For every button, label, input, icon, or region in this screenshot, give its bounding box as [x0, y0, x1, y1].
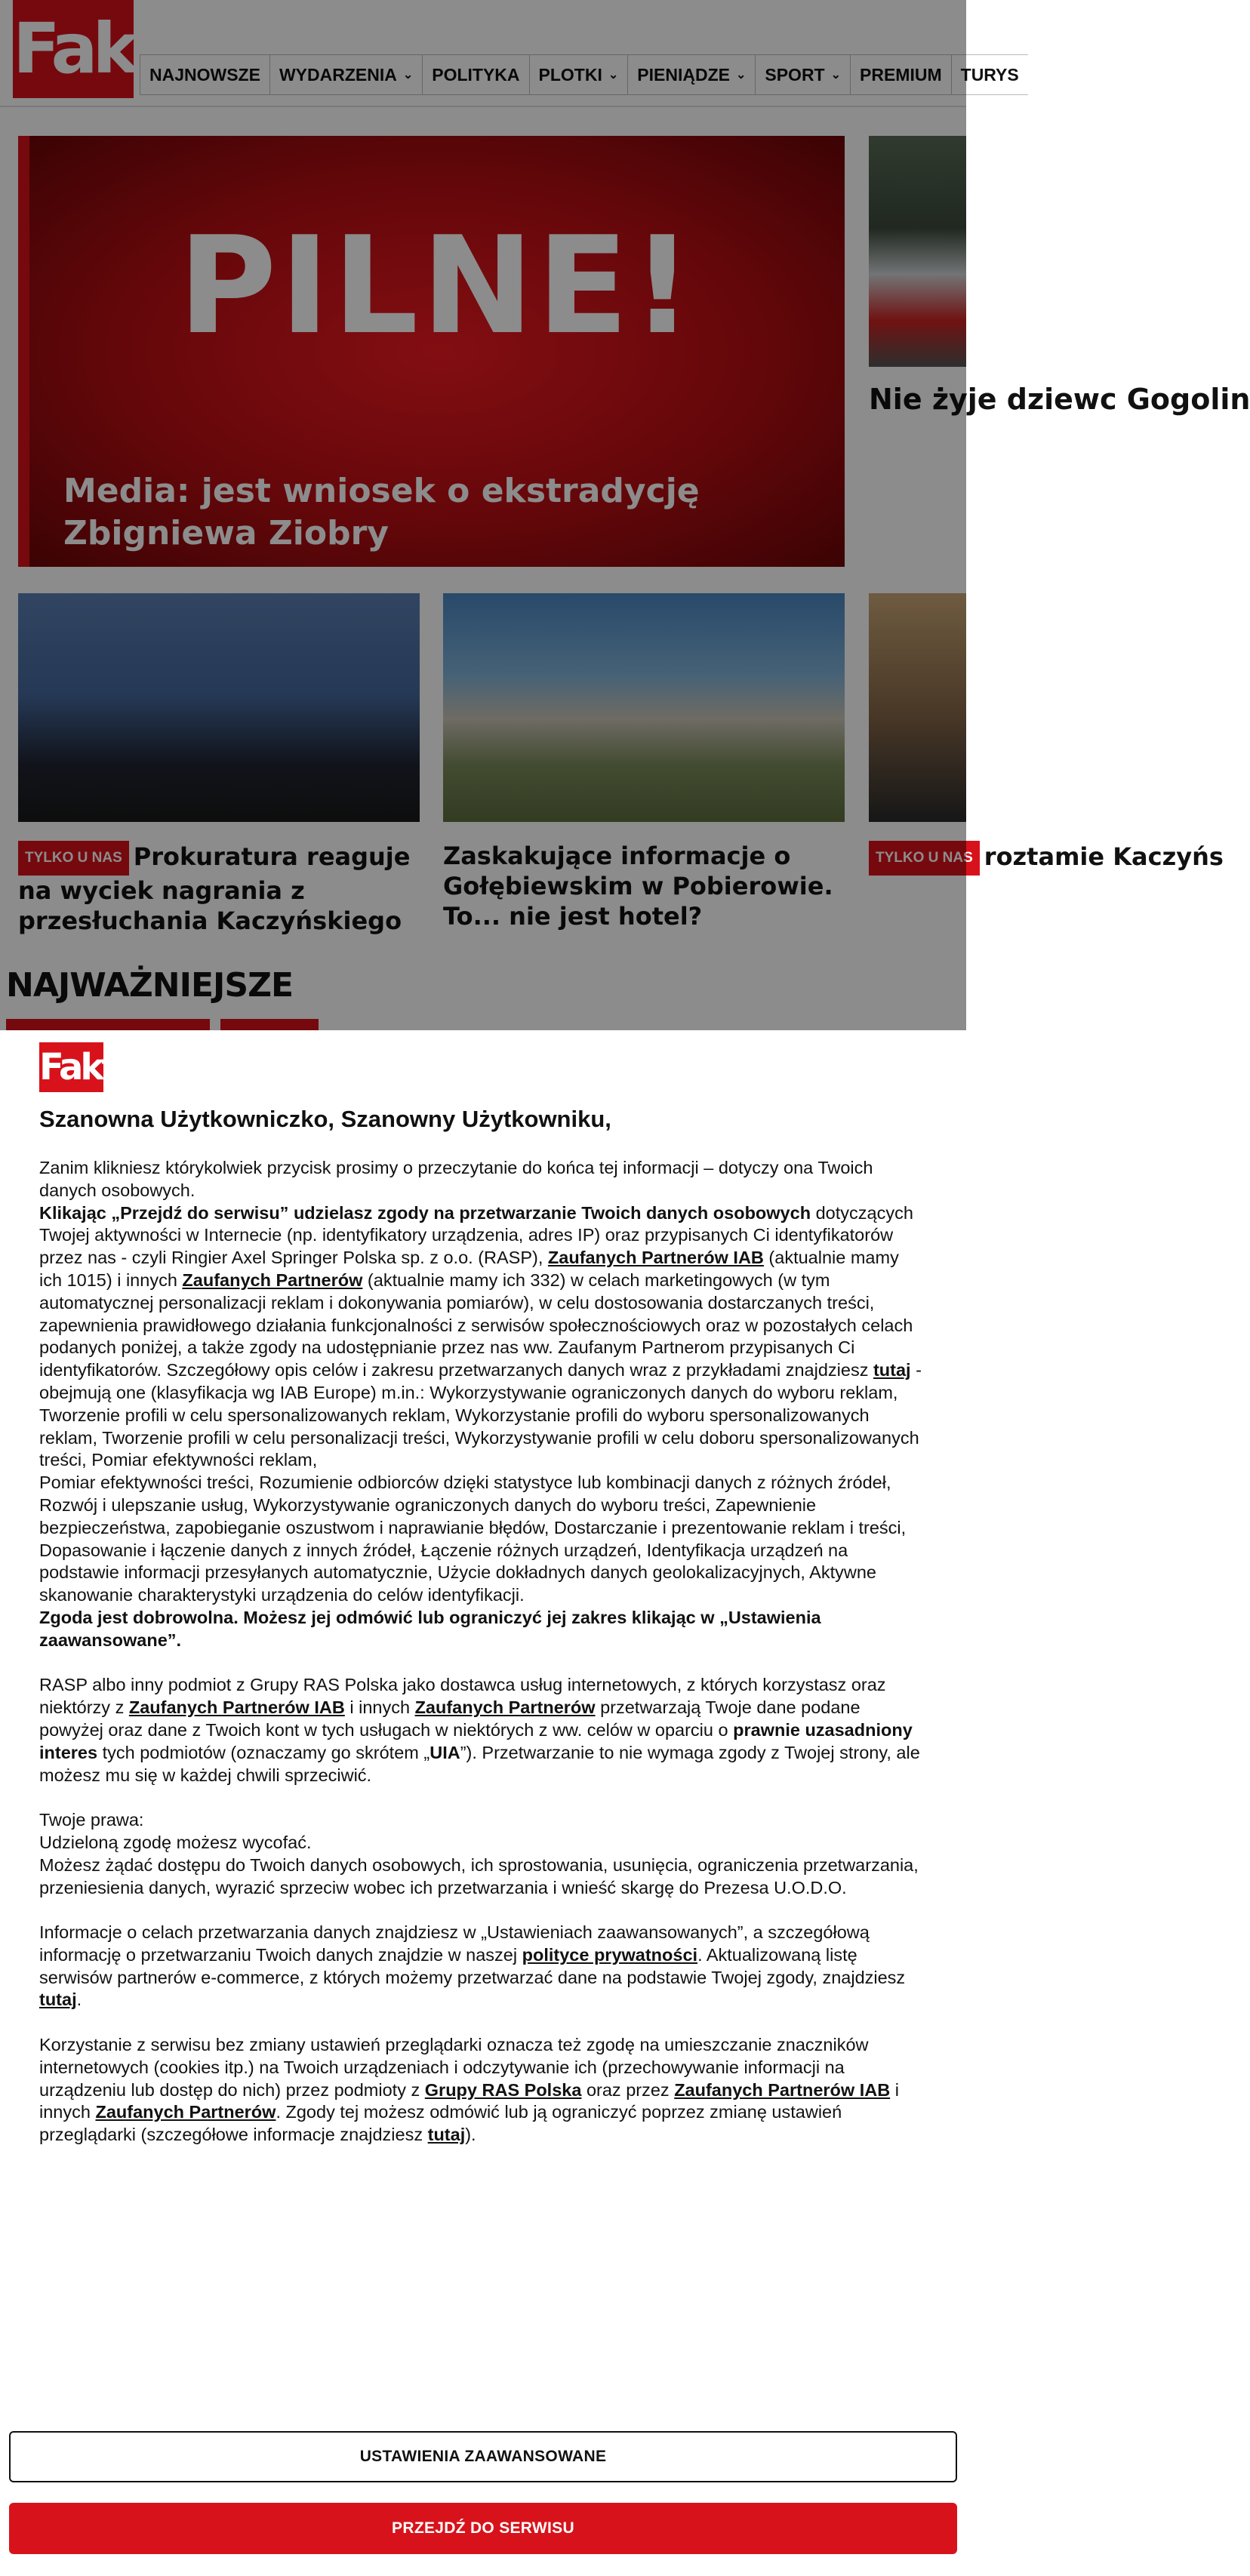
ras-group-link[interactable]: Grupy RAS Polska: [424, 2079, 582, 2100]
consent-text: tych podmiotów (oznaczamy go skrótem „: [97, 1742, 430, 1762]
consent-text: - obejmują one (klasyfikacja wg IAB Europe) m.in.: Wykorzystywanie ograniczonych danych do wyboru reklam, Tworzenie profili w celu spersonalizowanych reklam, Wykorzystanie profili do wyboru spersonalizowanych reklam, Tworzenie profili w celu personalizacji treści, Wykorzystywanie profili w celu doboru spersonalizowanych treści, Pomiar efektywności reklam,: [39, 1360, 922, 1470]
consent-text: Informacje o celach przetwarzania danych znajdziesz w „Ustawieniach zaawansowanych”, a szczegółową informację o przetwarzaniu Twoich danych znajdzie w naszej: [39, 1922, 870, 1965]
nav-label: PIENIĄDZE: [637, 64, 730, 85]
consent-text-bold: prawnie uzasadniony interes: [39, 1719, 913, 1762]
consent-text: oraz przez: [581, 2079, 675, 2100]
consent-paragraph: [39, 1809, 922, 1899]
consent-text: (aktualnie mamy ich 332) w celach marketingowych (w tym automatycznej personalizacji reklam i dokonywania pomiarów), w celu dostosowania dostarczanych treści, zapewnienia prawidłowego działania funkcjonalności z serwisów społecznościowych oraz w pozostałych celach podanych poniżej, a także zgody na udostępnianie przez nas ww. Zaufanym Partnerom przypisanych Ci identyfikatorów. Szczegółowy opis celów i zakresu przetwarzanych danych wraz z przykładami znajdziesz: [39, 1270, 913, 1380]
go-to-site-button[interactable]: PRZEJDŹ DO SERWISU: [9, 2503, 957, 2554]
hero-title[interactable]: Media: jest wniosek o ekstradycję Zbigniewa Ziobry: [63, 472, 700, 552]
consent-text: dotyczących Twojej aktywności w Internecie (np. identyfikatory urządzenia, adres IP) oraz przypisanych Ci identyfikatorów przez nas - czyli Ringier Axel Springer Polska sp. z o.o. (RASP),: [39, 1202, 913, 1268]
nav-label: PREMIUM: [860, 64, 942, 85]
consent-text: . Aktualizowaną listę serwisów partnerów e-commerce, z których możemy przetwarzać dane na podstawie Twojej zgody, znajdziesz: [39, 1944, 906, 1987]
details-link[interactable]: tutaj: [873, 1360, 911, 1380]
consent-text: Udzieloną zgodę możesz wycofać.: [39, 1832, 312, 1852]
consent-heading: Szanowna Użytkowniczko, Szanowny Użytkowniku,: [39, 1106, 611, 1132]
side-article-title[interactable]: Nie żyje dziewc Gogolin: [869, 383, 1250, 416]
hero-stamp: PILNE!: [178, 208, 696, 364]
consent-text: i innych: [344, 1697, 415, 1718]
consent-text: Korzystanie z serwisu bez zmiany ustawień przeglądarki oznacza też zgodę na umieszczanie znaczników internetowych (cookies itp.) na Twoich urządzeniach i odczytywanie ich (przechowywanie informacji na urządzeniu lub dostęp do nich) przez podmioty z: [39, 2035, 869, 2100]
consent-text: .: [76, 1990, 82, 2010]
site-logo[interactable]: Fakt: [13, 0, 134, 98]
consent-text: Pomiar efektywności treści, Rozumienie odbiorców dzięki statystyce lub kombinacji danych z różnych źródeł, Rozwój i ulepszanie usług, Wykorzystywanie ograniczonych danych do wyboru treści, Zapewnienie bezpieczeństwa, zapobieganie oszustwom i naprawianie błędów, Dostarczanie i prezentowanie reklam i treści, Dopasowanie i łączenie danych z innych źródeł, Łączenie różnych urządzeń, Identyfikacja urządzeń na podstawie informacji przesyłanych automatycznie, Użycie dokładnych danych geolokalizacyjnych, Aktywne skanowanie charakterystyki urządzenia do celów identyfikacji.: [39, 1473, 907, 1605]
consent-logo: Fakt: [39, 1042, 103, 1092]
consent-text: przetwarzają Twoje dane podane powyżej oraz dane z Twoich kont w tych usługach w niektórych z ww. celów w oparciu o: [39, 1697, 861, 1740]
consent-text: (aktualnie mamy ich 1015) i innych: [39, 1248, 899, 1290]
consent-text: ).: [465, 2125, 476, 2145]
consent-text-bold: Klikając „Przejdź do serwisu” udzielasz zgody na przetwarzanie Twoich danych osobowych: [39, 1202, 811, 1223]
exclusive-badge: TYLKO U NAS: [869, 841, 980, 876]
nav-label: WYDARZENIA: [279, 64, 397, 85]
iab-partners-link[interactable]: Zaufanych Partnerów IAB: [674, 2079, 891, 2100]
nav-label: POLITYKA: [432, 64, 520, 85]
exclusive-badge: TYLKO U NAS: [18, 841, 129, 876]
consent-text: ”). Przetwarzanie to nie wymaga zgody z Twojej strony, ale możesz mu się w każdej chwili sprzeciwić.: [39, 1742, 920, 1785]
nav-label: TURYS: [960, 64, 1019, 85]
chevron-down-icon: ⌄: [608, 69, 619, 82]
iab-partners-link[interactable]: Zaufanych Partnerów IAB: [128, 1697, 345, 1718]
chevron-down-icon: ⌄: [830, 69, 842, 82]
trusted-partners-link[interactable]: Zaufanych Partnerów: [182, 1270, 363, 1290]
chevron-down-icon: ⌄: [735, 69, 747, 82]
consent-body: [39, 1157, 922, 2169]
consent-text: RASP albo inny podmiot z Grupy RAS Polska jako dostawca usług internetowych, z których korzystasz oraz niektórzy z: [39, 1675, 886, 1718]
consent-text: Twoje prawa:: [39, 1810, 144, 1830]
card-title-text: Prokuratura reaguje na wyciek nagrania z przesłuchania Kaczyńskiego: [18, 842, 411, 935]
iab-partners-link[interactable]: Zaufanych Partnerów IAB: [547, 1248, 764, 1268]
nav-label: SPORT: [765, 64, 825, 85]
consent-paragraph: [39, 1674, 922, 1787]
nav-label: PLOTKI: [538, 64, 602, 85]
consent-text: Zanim klikniesz którykolwiek przycisk prosimy o przeczytanie do końca tej informacji – dotyczy ona Twoich danych osobowych.: [39, 1158, 873, 1200]
consent-text-bold: Zgoda jest dobrowolna. Możesz jej odmówić lub ograniczyć jej zakres klikając w „Ustawienia zaawansowane”.: [39, 1607, 821, 1650]
card-title-text: roztamie Kaczyńs: [984, 842, 1224, 871]
consent-text: . Zgody tej możesz odmówić lub ją ograniczyć poprzez zmianę ustawień przeglądarki (szczegółowe informacje znajdziesz: [39, 2102, 842, 2145]
chevron-down-icon: ⌄: [402, 69, 414, 82]
consent-text-bold: UIA: [429, 1742, 460, 1762]
section-title: NAJWAŻNIEJSZE: [6, 966, 294, 1005]
nav-label: NAJNOWSZE: [149, 64, 260, 85]
consent-text: i innych: [39, 2079, 899, 2122]
card-title[interactable]: Zaskakujące informacje o Gołębiewskim w Pobierowie. To... nie jest hotel?: [443, 842, 833, 931]
background-page: [0, 0, 1250, 1030]
consent-paragraph: [39, 1922, 922, 2011]
privacy-policy-link[interactable]: polityce prywatności: [522, 1944, 698, 1965]
trusted-partners-link[interactable]: Zaufanych Partnerów: [95, 2102, 276, 2122]
consent-paragraph: [39, 2034, 922, 2147]
trusted-partners-link[interactable]: Zaufanych Partnerów: [414, 1697, 596, 1718]
consent-paragraph: [39, 1157, 922, 1652]
ecommerce-list-link[interactable]: tutaj: [39, 1990, 77, 2010]
advanced-settings-button[interactable]: USTAWIENIA ZAAWANSOWANE: [9, 2431, 957, 2482]
browser-settings-link[interactable]: tutaj: [427, 2125, 466, 2145]
consent-text: Możesz żądać dostępu do Twoich danych osobowych, ich sprostowania, usunięcia, ograniczenia przetwarzania, przeniesienia danych, wyrazić sprzeciw wobec ich przetwarzania i wnieść skargę do Prezesa U.O.D.O.: [39, 1854, 919, 1897]
